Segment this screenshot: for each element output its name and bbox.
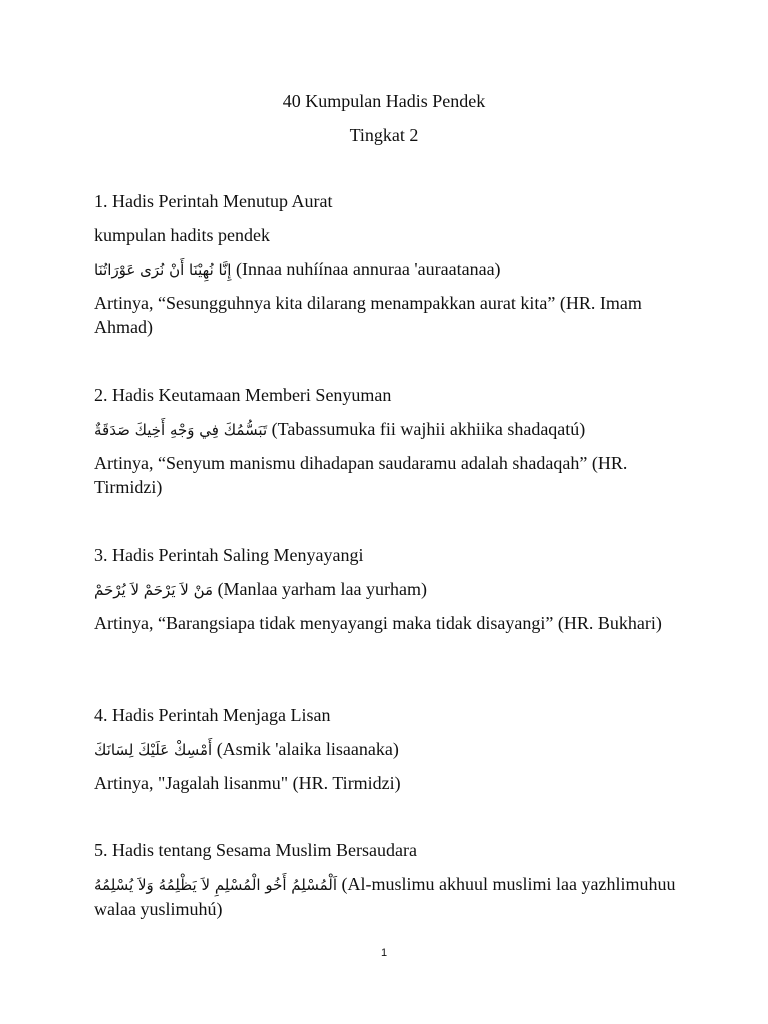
arabic-text: تَبَسُّمُكَ فِي وَجْهِ أَخِيكَ صَدَقَةٌ xyxy=(94,421,268,439)
transliteration-text: (Innaa nuhíínaa annuraa 'auraatanaa) xyxy=(235,259,501,279)
page-number: 1 xyxy=(380,947,388,959)
transliteration-text: (Manlaa yarham laa yurham) xyxy=(217,579,427,599)
section-heading: 2. Hadis Keutamaan Memberi Senyuman xyxy=(94,385,392,405)
hadith-line xyxy=(94,872,686,921)
section-heading: 3. Hadis Perintah Saling Menyayangi xyxy=(94,545,364,565)
section-heading: 4. Hadis Perintah Menjaga Lisan xyxy=(94,705,331,725)
hadith-meaning: Artinya, “Barangsiapa tidak menyayangi maka tidak disayangi” (HR. Bukhari) xyxy=(94,613,662,633)
hadith-line xyxy=(94,737,694,762)
arabic-text: مَنْ لاَ يَرْحَمْ لاَ يُرْحَمْ xyxy=(94,581,214,599)
transliteration-text: (Tabassumuka fii wajhii akhiika shadaqatú) xyxy=(271,419,586,439)
hadith-line xyxy=(94,577,694,602)
transliteration-text: (Asmik 'alaika lisaanaka) xyxy=(216,739,399,759)
hadith-line xyxy=(94,417,694,442)
arabic-text: أَمْسِكْ عَلَيْكَ لِسَانَكَ xyxy=(94,741,213,759)
section-heading: 5. Hadis tentang Sesama Muslim Bersaudara xyxy=(94,840,417,860)
arabic-text: اَلْمُسْلِمُ أَخُو الْمُسْلِمِ لاَ يَظْلِمُهُ وَلاَ يُسْلِمُهُ xyxy=(94,876,338,894)
arabic-text: إِنَّا نُهِيْنَا أَنْ نُرَى عَوْرَاتُنَا xyxy=(94,261,232,279)
document-title: 40 Kumpulan Hadis Pendek xyxy=(282,91,486,111)
section-note: kumpulan hadits pendek xyxy=(94,225,270,245)
transliteration-text: (Al-muslimu akhuul muslimi laa yazhlimuhuu walaa yuslimuhú) xyxy=(94,874,676,919)
hadith-meaning: Artinya, "Jagalah lisanmu" (HR. Tirmidzi) xyxy=(94,773,401,793)
hadith-meaning: Artinya, “Senyum manismu dihadapan saudaramu adalah shadaqah” (HR. Tirmidzi) xyxy=(94,453,628,497)
hadith-meaning: Artinya, “Sesungguhnya kita dilarang menampakkan aurat kita” (HR. Imam Ahmad) xyxy=(94,293,642,337)
section-heading: 1. Hadis Perintah Menutup Aurat xyxy=(94,191,333,211)
hadith-line xyxy=(94,257,694,282)
document-subtitle: Tingkat 2 xyxy=(349,125,419,145)
